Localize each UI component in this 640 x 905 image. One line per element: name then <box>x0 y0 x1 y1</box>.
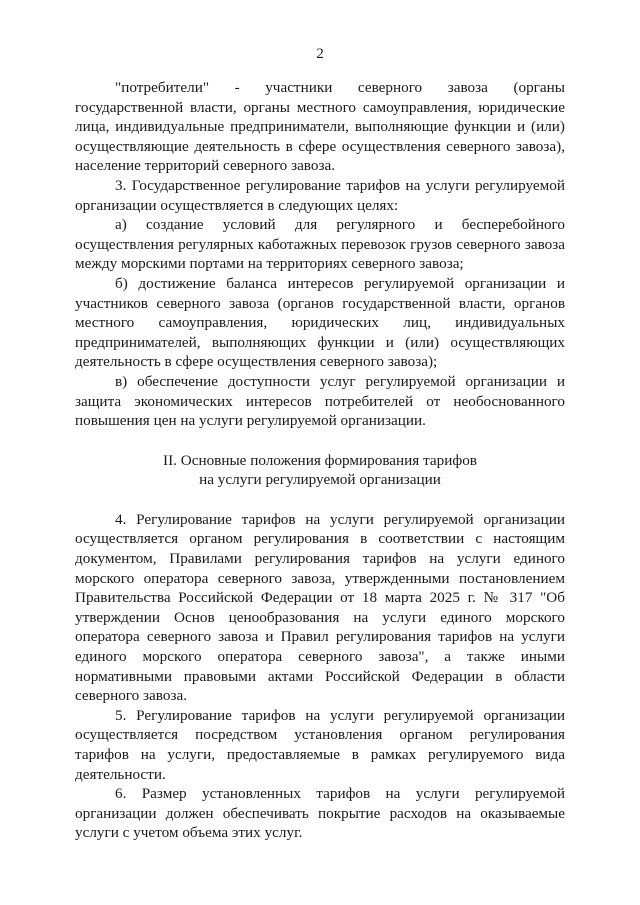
document-body <box>75 78 565 843</box>
paragraph-item-3a: а) создание условий для регулярного и бесперебойного осуществления регулярных каботажных перевозок грузов северного завоза между морскими портами на территориях северного завоза; <box>75 216 565 273</box>
paragraph-item-5: 5. Регулирование тарифов на услуги регулируемой организации осуществляется посредством установления органом регулирования тарифов на услуги, предоставляемые в рамках регулируемого вида деятельности. <box>75 706 565 783</box>
paragraph-item-3v: в) обеспечение доступности услуг регулируемой организации и защита экономических интересов потребителей от необоснованного повышения цен на услуги регулируемой организации. <box>75 372 565 430</box>
paragraph-item-6: 6. Размер установленных тарифов на услуги регулируемой организации должен обеспечивать покрытие расходов на оказываемые услуги с учетом объема этих услуг. <box>75 785 565 842</box>
paragraph-item-4: 4. Регулирование тарифов на услуги регулируемой организации осуществляется органом регулирования в соответствии с настоящим документом, Правилами регулирования тарифов на услуги единого морского оператора северного завоза, утвержденными постановлением Правительства Российской Федерации от 18 марта 2025 г. № 317 "Об утверждении Основ ценообразования на услуги единого морского оператора северного завоза и Правил регулирования тарифов на услуги единого морского оператора северного завоза", а также иными нормативными правовыми актами Российской Федерации в области северного завоза. <box>75 510 565 705</box>
section-heading <box>75 451 565 490</box>
section-heading-line-1: II. Основные положения формирования тарифов <box>163 451 477 469</box>
paragraph-consumers-definition: "потребители" - участники северного завоза (органы государственной власти, органы местного самоуправления, юридические лица, индивидуальные предприниматели, выполняющие функции и (или) осуществляющие деятельность в сфере осуществления северного завоза), население территорий северного завоза. <box>75 79 565 175</box>
section-heading-line-2: на услуги регулируемой организации <box>199 471 441 489</box>
page-number: 2 <box>316 45 324 62</box>
paragraph-item-3: 3. Государственное регулирование тарифов на услуги регулируемой организации осуществляется в следующих целях: <box>75 176 565 214</box>
paragraph-item-3b: б) достижение баланса интересов регулируемой организации и участников северного завоза (органов государственной власти, органов местного самоуправления, юридических лиц, индивидуальных предпринимателей, выполняющих функции и (или) осуществляющих деятельность в сфере осуществления северного завоза); <box>75 274 565 371</box>
